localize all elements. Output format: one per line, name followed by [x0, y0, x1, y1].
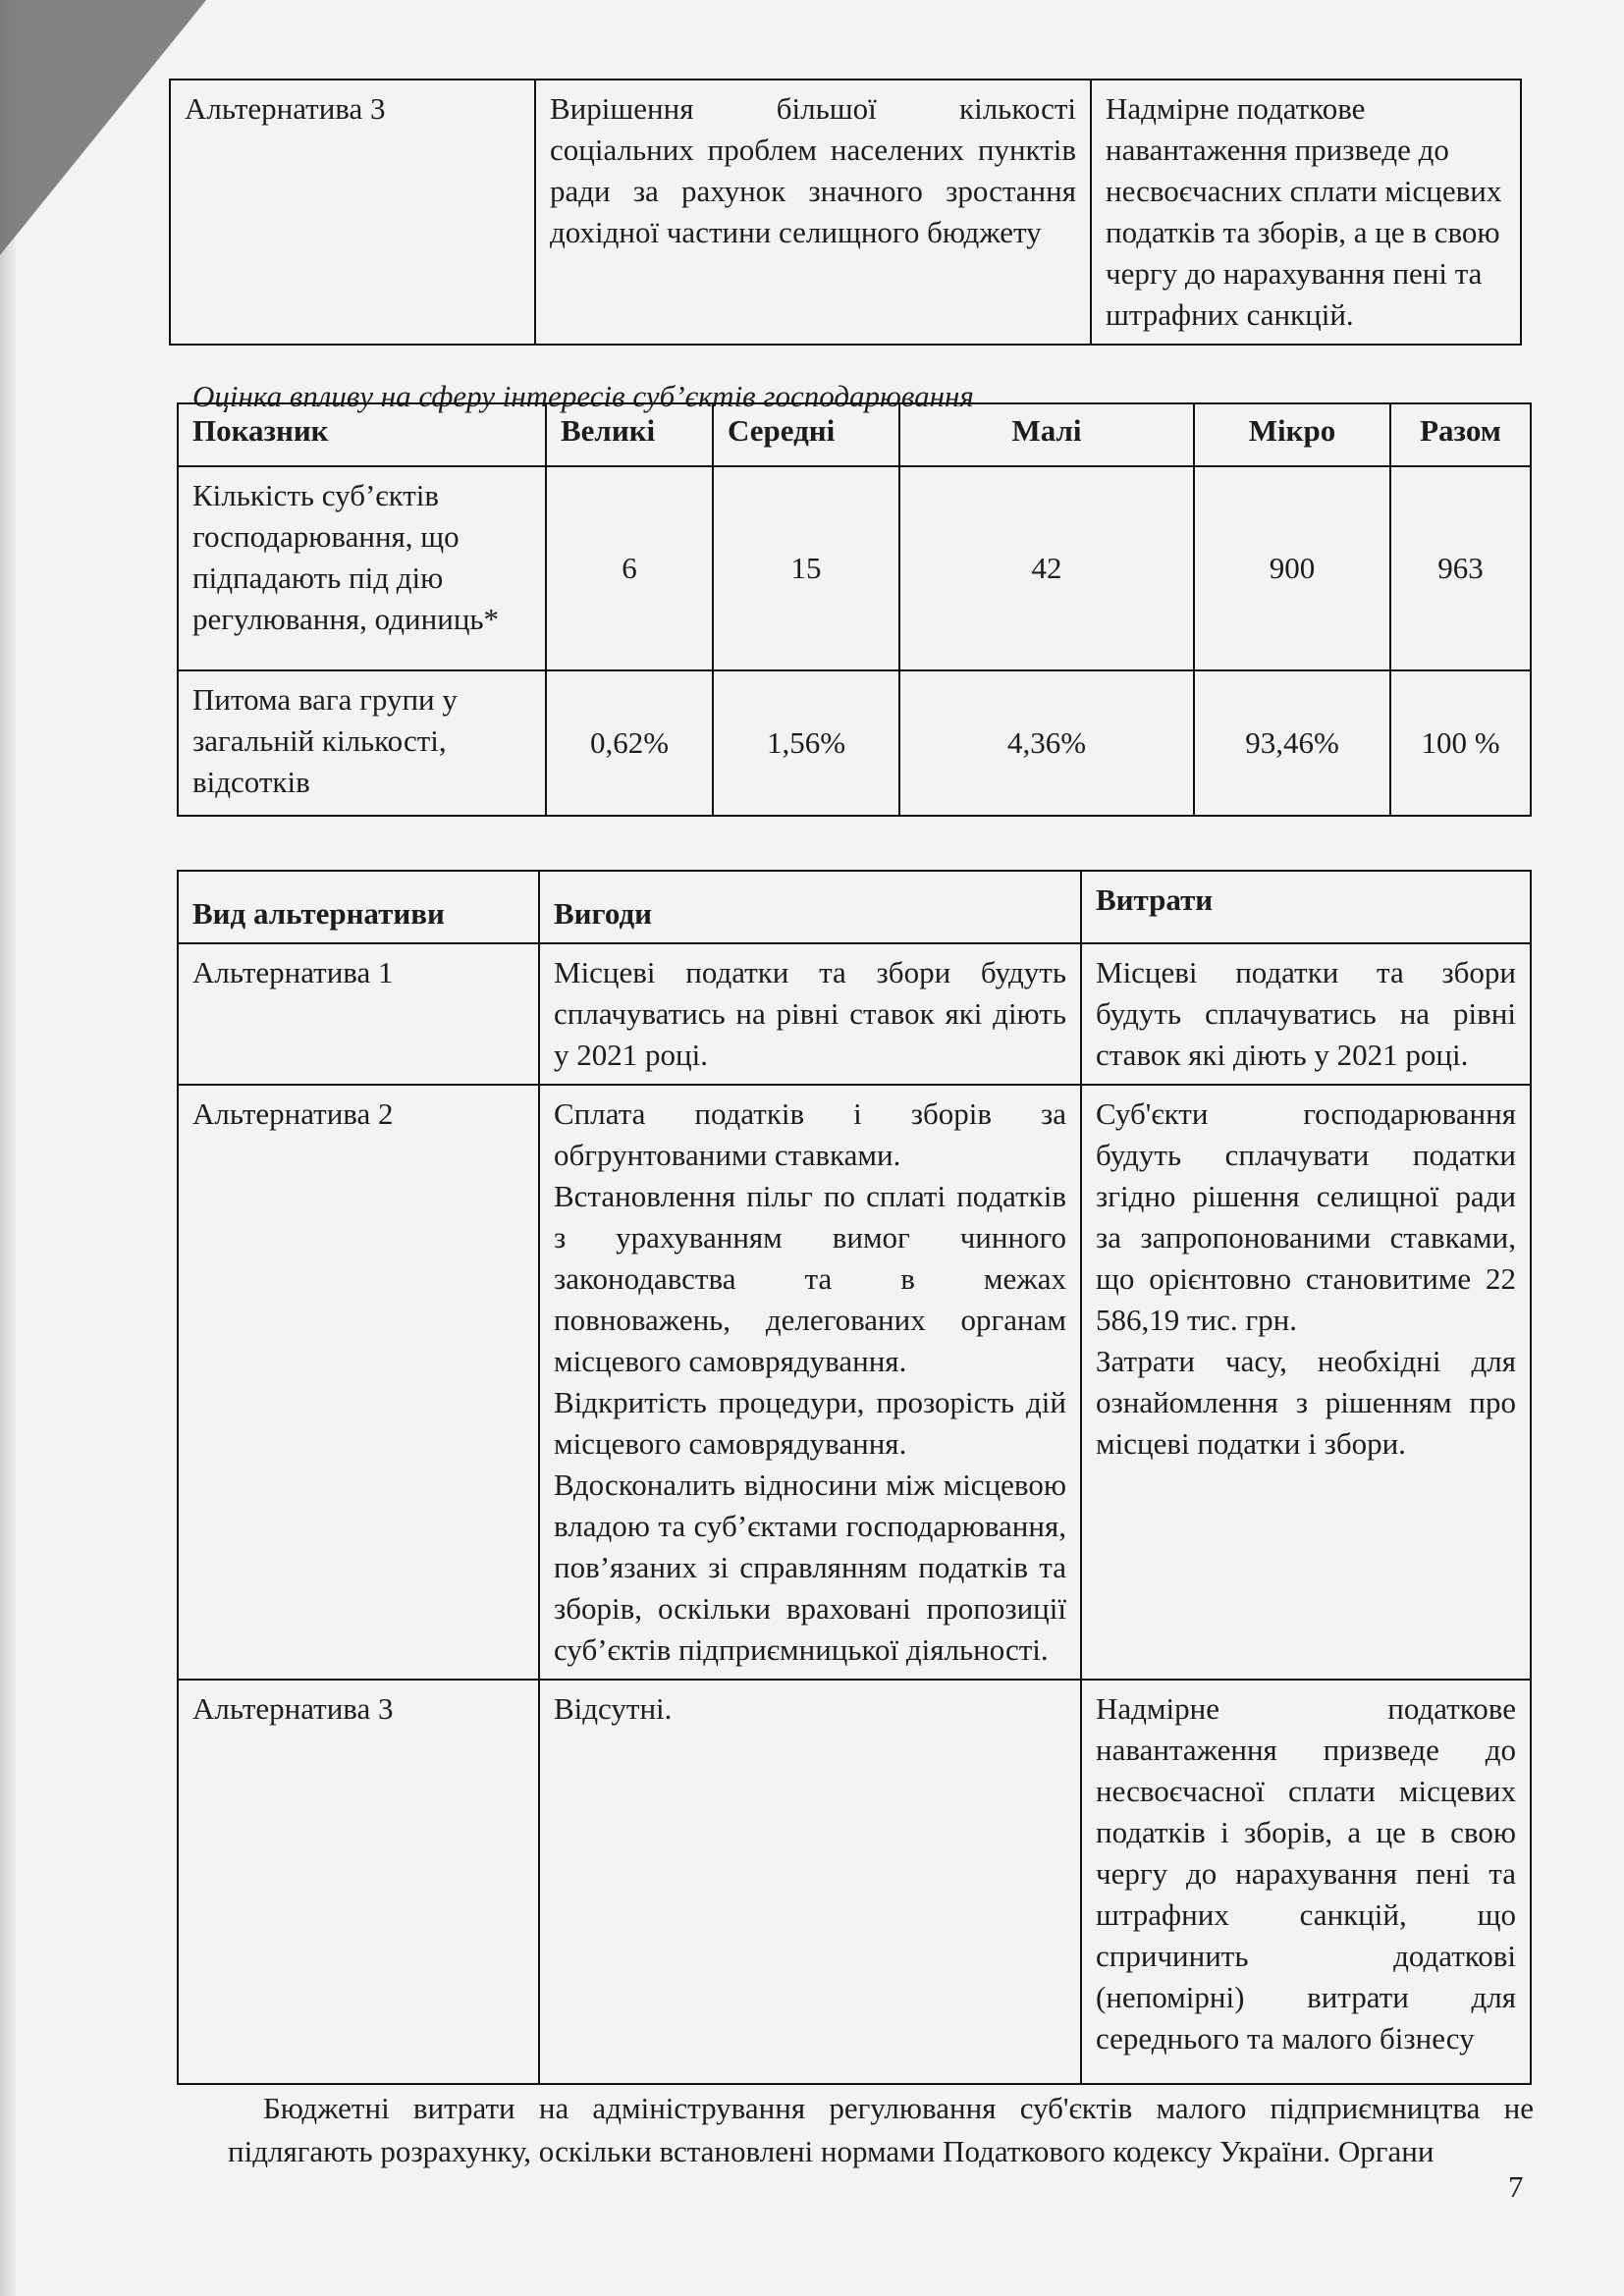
- impact-table-caption: Оцінка впливу на сферу інтересів суб’єктів господарювання: [192, 379, 974, 413]
- row-label: Кількість суб’єктів господарювання, що підпадають під дію регулювання, одиниць*: [178, 466, 546, 670]
- cost-paragraph: Суб'єкти господарювання будуть сплачувати податки згідно рішення селищної ради за запропонованими ставками, що орієнтовно становитиме 22 586,19 тис. грн.: [1096, 1096, 1516, 1337]
- table-cell: 93,46%: [1194, 670, 1390, 816]
- page-number: 7: [1508, 2169, 1524, 2204]
- alternative-cost: [1081, 1680, 1531, 2084]
- page-edge-shadow: [0, 0, 18, 2296]
- table-cell: 963: [1390, 466, 1531, 670]
- alternative-cost: [1081, 1085, 1531, 1680]
- column-header: Вигоди: [539, 871, 1081, 943]
- table-cell: 42: [899, 466, 1194, 670]
- benefit-paragraph: Відсутні.: [554, 1691, 673, 1726]
- column-header: Витрати: [1081, 871, 1531, 943]
- alternative-benefit: [539, 1680, 1081, 2084]
- table-row: [178, 1680, 1531, 2084]
- impact-table: [177, 402, 1532, 817]
- table-header-row: [178, 871, 1531, 943]
- column-header: Разом: [1390, 403, 1531, 466]
- alternative-cost: [1081, 943, 1531, 1085]
- table-cell: 900: [1194, 466, 1390, 670]
- alternative-benefit: [539, 1085, 1081, 1680]
- cost-paragraph: Затрати часу, необхідні для ознайомлення з рішенням про місцеві податки і збори.: [1096, 1344, 1516, 1461]
- column-header: Великі: [546, 403, 713, 466]
- column-header: Мікро: [1194, 403, 1390, 466]
- column-header: Середні: [713, 403, 899, 466]
- benefits-costs-table: [177, 870, 1532, 2085]
- alternative-name: Альтернатива 2: [178, 1085, 539, 1680]
- table-cell: 1,56%: [713, 670, 899, 816]
- column-header: Показник: [178, 403, 546, 466]
- benefit-paragraph: Місцеві податки та збори будуть сплачуватись на рівні ставок які діють у 2021 році.: [554, 955, 1066, 1072]
- cost-paragraph: Місцеві податки та збори будуть сплачуватись на рівні ставок які діють у 2021 році.: [1096, 955, 1516, 1072]
- alternative-name: Альтернатива 3: [178, 1680, 539, 2084]
- table-row: [170, 80, 1521, 345]
- benefit-paragraph: Відкритість процедури, прозорість дій місцевого самоврядування.: [554, 1385, 1066, 1461]
- table-header-row: [178, 403, 1531, 466]
- table-row: [178, 670, 1531, 816]
- alternative-benefit: [539, 943, 1081, 1085]
- table-cell: 6: [546, 466, 713, 670]
- alternative-3-top-table: [169, 79, 1522, 346]
- table-row: [178, 466, 1531, 670]
- benefit-paragraph: Вдосконалить відносини між місцевою владою та суб’єктами господарювання, пов’язаних зі справлянням податків та зборів, оскільки враховані пропозиції суб’єктів підприємницької діяльності.: [554, 1468, 1066, 1667]
- column-header: Малі: [899, 403, 1194, 466]
- alternative-name: Альтернатива 3: [170, 80, 535, 345]
- table-cell: 0,62%: [546, 670, 713, 816]
- cost-paragraph: Надмірне податкове навантаження призведе до несвоєчасної сплати місцевих податків і зборів, а це в свою чергу до нарахування пені та штрафних санкцій, що спричинить додаткові (непомірні) витрати для середнього та малого бізнесу: [1096, 1691, 1516, 2056]
- alternative-name: Альтернатива 1: [178, 943, 539, 1085]
- body-paragraph: Бюджетні витрати на адміністрування регулювання суб'єктів малого підприємництва не підлягають розрахунку, оскільки встановлені нормами Податкового кодексу України. Органи: [228, 2091, 1534, 2168]
- alternative-benefit: Вирішення більшої кількості соціальних проблем населених пунктів ради за рахунок значного зростання дохідної частини селищного бюджету: [535, 80, 1091, 345]
- table-cell: 15: [713, 466, 899, 670]
- table-cell: 4,36%: [899, 670, 1194, 816]
- table-row: [178, 943, 1531, 1085]
- alternative-cost: Надмірне податкове навантаження призведе до несвоєчасних сплати місцевих податків та зборів, а це в свою чергу до нарахування пені та штрафних санкцій.: [1091, 80, 1521, 345]
- column-header: Вид альтернативи: [178, 871, 539, 943]
- benefit-paragraph: Встановлення пільг по сплаті податків з урахуванням вимог чинного законодавства та в межах повноважень, делегованих органам місцевого самоврядування.: [554, 1179, 1066, 1378]
- table-cell: 100 %: [1390, 670, 1531, 816]
- benefit-paragraph: Сплата податків і зборів за обгрунтованими ставками.: [554, 1096, 1066, 1172]
- row-label: Питома вага групи у загальній кількості, відсотків: [178, 670, 546, 816]
- table-row: [178, 1085, 1531, 1680]
